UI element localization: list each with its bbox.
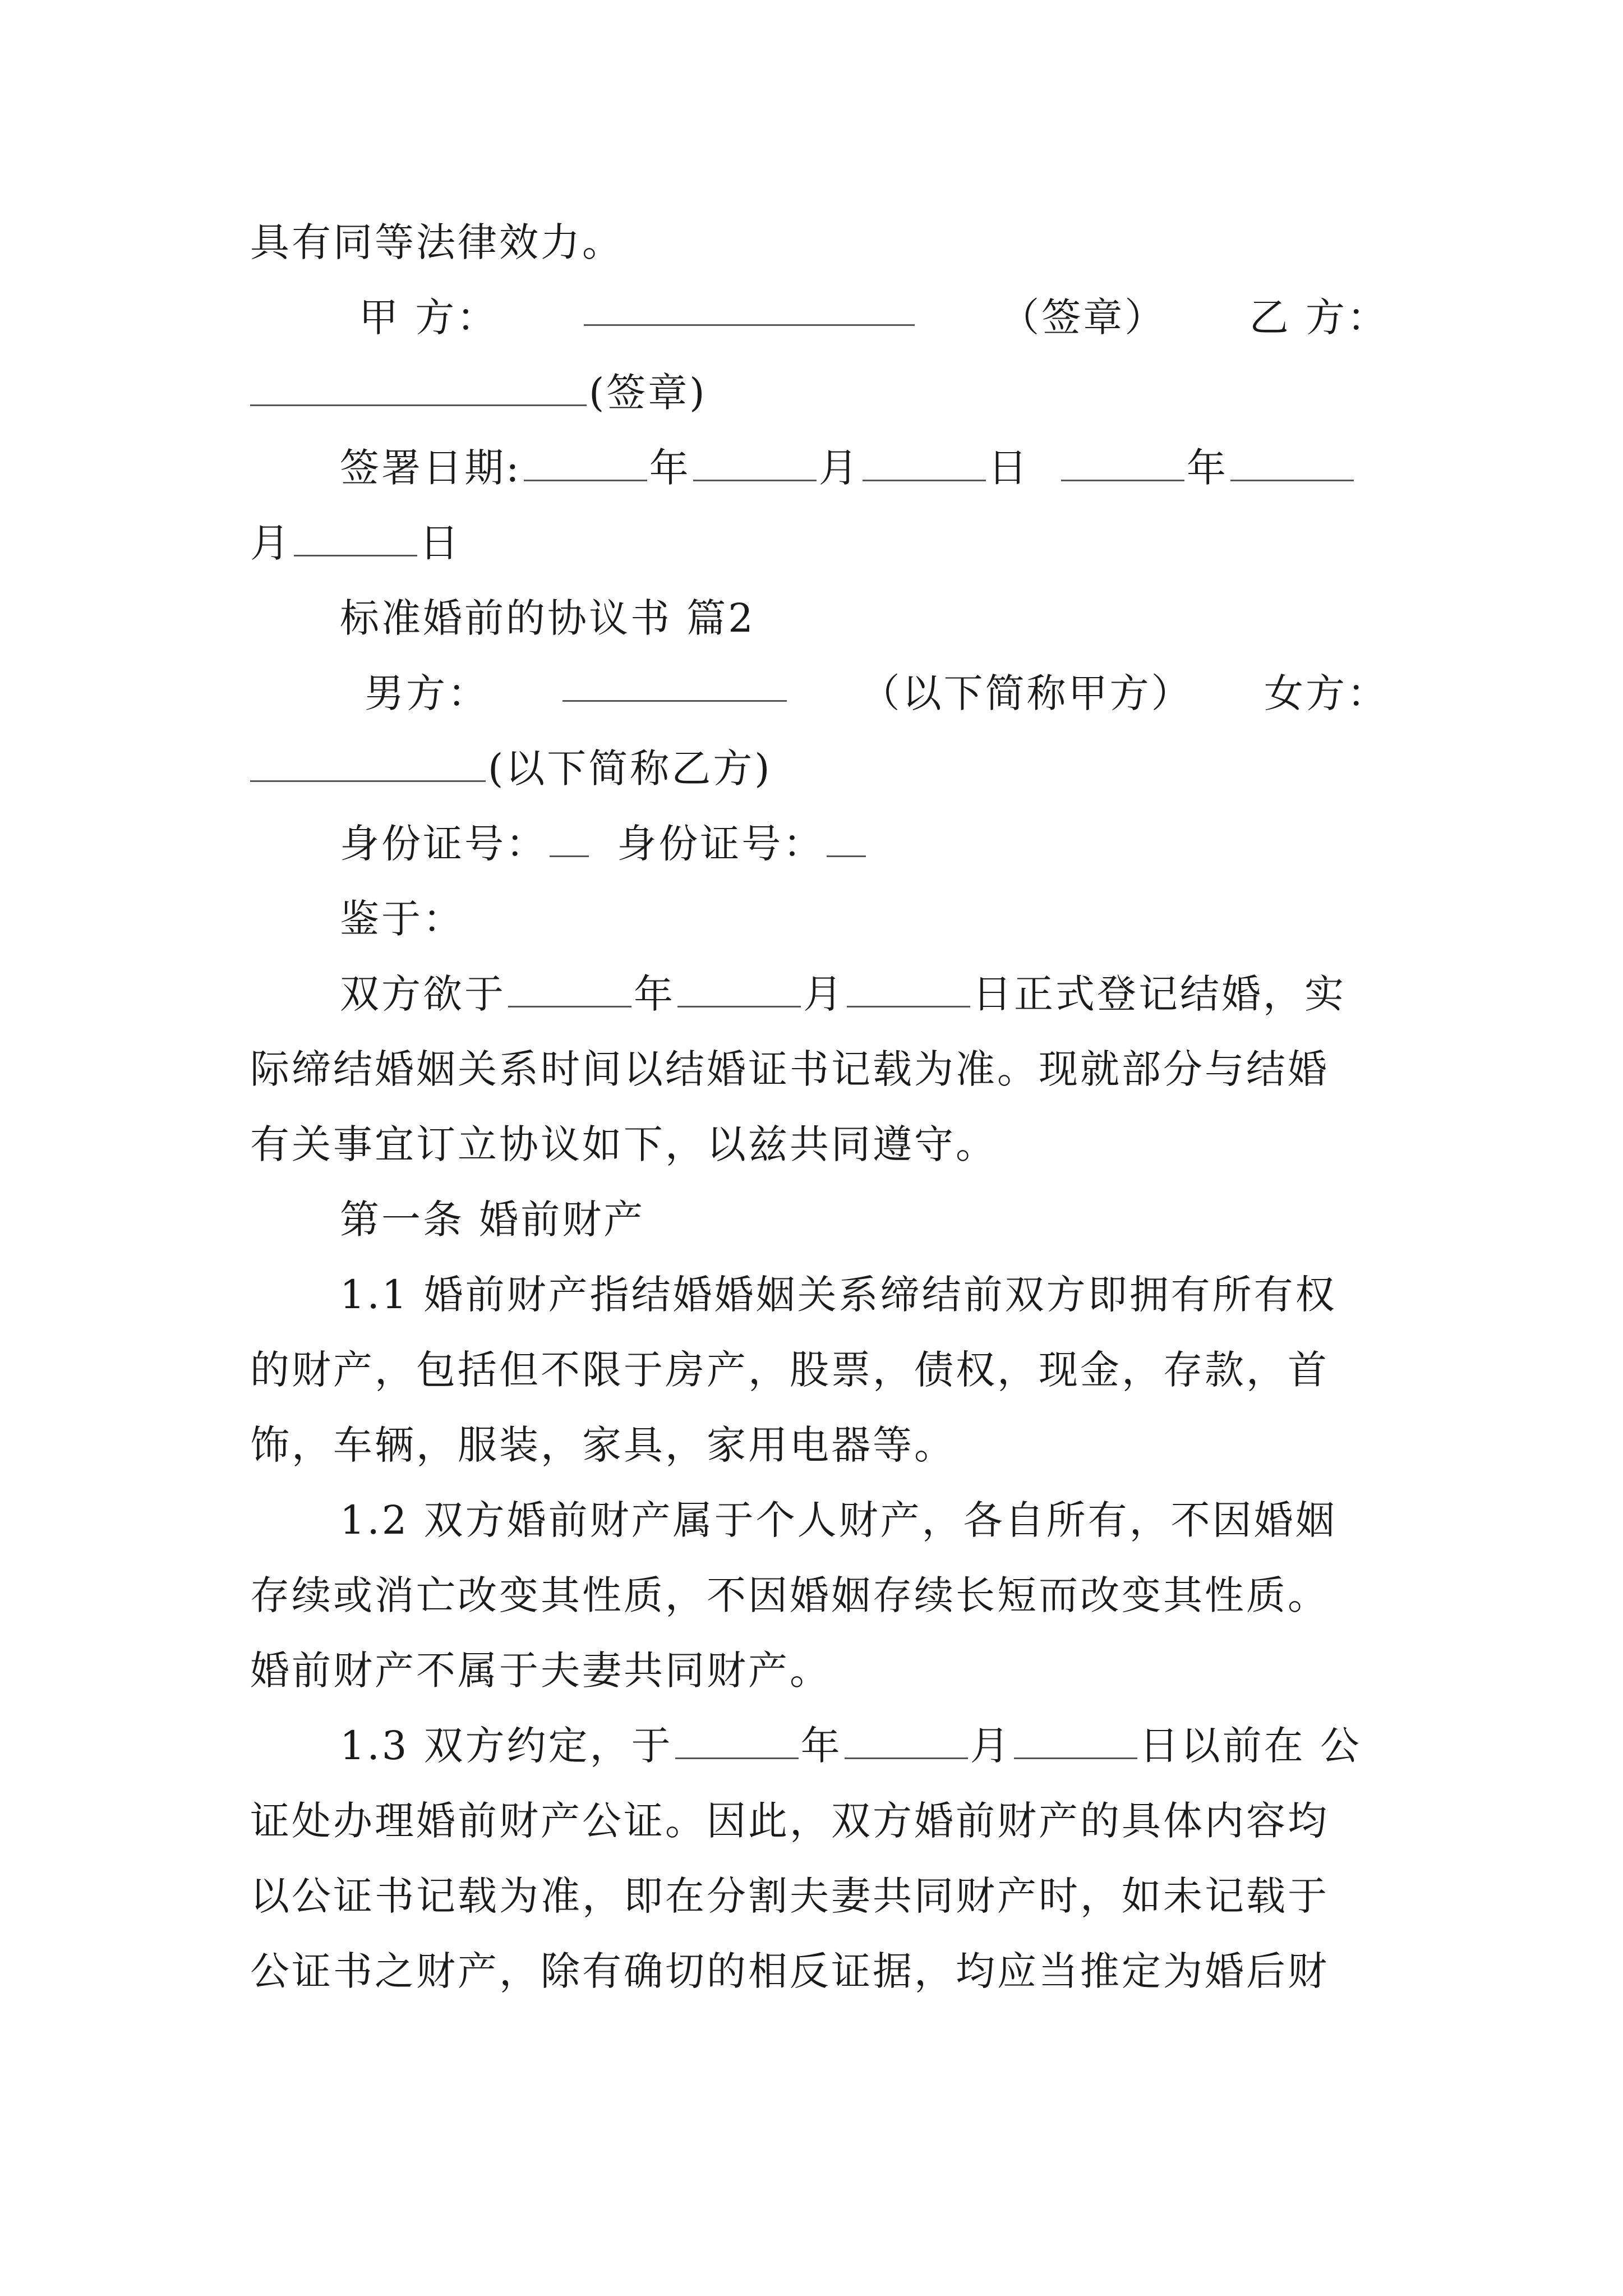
- text-span: 日以前在 公: [1139, 1723, 1362, 1769]
- month-label: 月: [803, 971, 845, 1017]
- month-label: 月: [970, 1723, 1012, 1769]
- party-line: [365, 665, 1389, 721]
- sign-date-line: [340, 440, 1389, 496]
- clause-line: 的财产，包括但不限于房产，股票，债权，现金，存款，首: [250, 1347, 1329, 1393]
- party-b-blank: [250, 370, 587, 406]
- sign-date-line-cont: [250, 515, 1389, 571]
- text-span: 1.3 双方约定，于: [340, 1723, 673, 1769]
- sign-date-label: 签署日期:: [340, 445, 522, 491]
- id-label: 身份证号：: [340, 821, 547, 867]
- text-line: 具有同等法律效力。: [250, 219, 624, 265]
- month-label: 月: [250, 520, 292, 566]
- date-blank: [294, 520, 417, 556]
- seal-label: （签章）: [1000, 295, 1166, 341]
- id-label: 身份证号：: [617, 821, 825, 867]
- article-heading: 第一条 婚前财产: [340, 1197, 645, 1243]
- party-line-cont: [250, 740, 1389, 797]
- clause-line: 公证书之财产，除有确切的相反证据，均应当推定为婚后财: [250, 1948, 1329, 1994]
- date-blank: [1061, 445, 1184, 481]
- male-label: 男方：: [365, 670, 489, 716]
- party-a-label: 甲 方：: [359, 295, 499, 341]
- month-label: 月: [818, 445, 860, 491]
- id-blank: [550, 821, 589, 857]
- clause-line: [340, 1718, 1389, 1774]
- paragraph-line: 有关事宜订立协议如下，以兹共同遵守。: [250, 1121, 997, 1167]
- abbr-b-label: (以下简称乙方): [488, 746, 772, 792]
- abbr-a-label: （以下简称甲方）: [860, 670, 1193, 716]
- male-name-blank: [562, 665, 787, 702]
- female-label: 女方：: [1264, 670, 1389, 716]
- year-label: 年: [1186, 445, 1228, 491]
- clause-line: 1.2 双方婚前财产属于个人财产，各自所有，不因婚姻: [340, 1497, 1337, 1543]
- id-blank: [827, 821, 866, 857]
- date-blank: [693, 445, 817, 481]
- day-label: 日: [419, 520, 461, 566]
- year-label: 年: [634, 971, 675, 1017]
- seal-label: (签章): [589, 370, 707, 416]
- paragraph-line: 际缔结婚姻关系时间以结婚证书记载为准。现就部分与结婚: [250, 1046, 1329, 1092]
- clause-line: 以公证书记载为准，即在分割夫妻共同财产时，如未记载于: [250, 1873, 1329, 1919]
- year-label: 年: [649, 445, 691, 491]
- clause-line: 存续或消亡改变其性质，不因婚姻存续长短而改变其性质。: [250, 1572, 1329, 1618]
- date-blank: [508, 971, 631, 1007]
- date-blank: [677, 971, 801, 1007]
- date-blank: [1014, 1723, 1137, 1759]
- date-blank: [863, 445, 986, 481]
- signature-line: [359, 289, 1389, 346]
- signature-line-cont: [250, 365, 1389, 421]
- date-blank: [845, 1723, 968, 1759]
- day-label: 日: [988, 445, 1030, 491]
- clause-line: 婚前财产不属于夫妻共同财产。: [250, 1648, 831, 1694]
- clause-line: 1.1 婚前财产指结婚婚姻关系缔结前双方即拥有所有权: [340, 1272, 1337, 1318]
- female-name-blank: [250, 746, 486, 782]
- whereas-label: 鉴于：: [340, 896, 464, 942]
- date-blank: [1230, 445, 1354, 481]
- clause-line: 饰，车辆，服装，家具，家用电器等。: [250, 1422, 956, 1468]
- clause-line: 证处办理婚前财产公证。因此，双方婚前财产的具体内容均: [250, 1798, 1329, 1844]
- date-blank: [847, 971, 970, 1007]
- party-a-blank: [584, 289, 915, 326]
- text-span: 双方欲于: [340, 971, 506, 1017]
- id-line: [340, 816, 1389, 872]
- text-span: 日正式登记结婚，实: [972, 971, 1346, 1017]
- party-b-label: 乙 方：: [1249, 295, 1389, 341]
- paragraph-line: [340, 966, 1389, 1022]
- year-label: 年: [800, 1723, 842, 1769]
- section-heading: 标准婚前的协议书 篇2: [340, 595, 755, 641]
- date-blank: [675, 1723, 799, 1759]
- date-blank: [524, 445, 647, 481]
